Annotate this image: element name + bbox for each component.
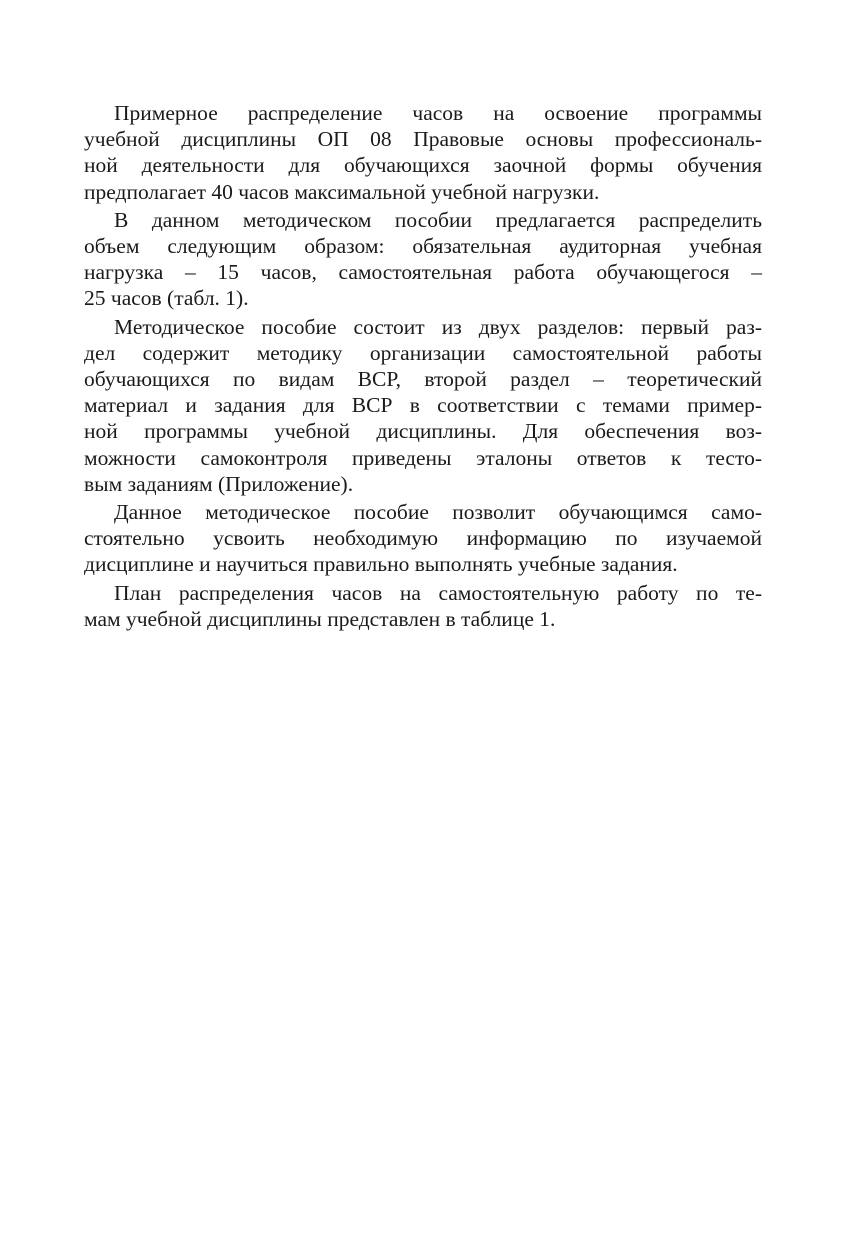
text-line: Примерное распределение часов на освоение программы <box>114 101 762 125</box>
text-line: В данном методическом пособии предлагается распределить <box>114 207 762 232</box>
text-line: Данное методическое пособие позволит обучающимся само- <box>114 500 762 525</box>
text-line: Методическое пособие состоит из двух разделов: первый раз- <box>114 314 762 339</box>
text-line: объем следующим образом: обязательная аудиторная учебная <box>84 234 762 259</box>
text-line: учебной дисциплины ОП 08 Правовые основы профессиональ- <box>84 127 762 152</box>
text-line: ной программы учебной дисциплины. Для обеспечения воз- <box>84 419 762 444</box>
paragraph-manual-structure <box>84 314 762 497</box>
paragraph-hours-distribution <box>84 100 762 205</box>
paragraph-volume-allocation <box>84 207 762 312</box>
text-line: предполагает 40 часов максимальной учебной нагрузки. <box>84 179 600 204</box>
text-line: План распределения часов на самостоятельную работу по те- <box>114 580 762 605</box>
text-line: дисциплине и научиться правильно выполнять учебные задания. <box>84 552 678 577</box>
text-line: мам учебной дисциплины представлен в таблице 1. <box>84 606 556 631</box>
body-text <box>84 100 762 634</box>
text-line: дел содержит методику организации самостоятельной работы <box>84 340 762 365</box>
text-line: 25 часов (табл. 1). <box>84 286 249 311</box>
paragraph-table-reference <box>84 580 762 632</box>
text-line: нагрузка – 15 часов, самостоятельная работа обучающегося – <box>84 260 762 285</box>
text-line: можности самоконтроля приведены эталоны ответов к тесто- <box>84 445 762 470</box>
text-line: вым заданиям (Приложение). <box>84 471 354 496</box>
text-line: стоятельно усвоить необходимую информацию по изучаемой <box>84 526 762 551</box>
text-line: материал и задания для ВСР в соответствии с темами пример- <box>84 393 762 418</box>
text-line: ной деятельности для обучающихся заочной формы обучения <box>84 153 762 178</box>
paragraph-manual-purpose <box>84 499 762 578</box>
text-line: обучающихся по видам ВСР, второй раздел – теоретический <box>84 367 762 392</box>
